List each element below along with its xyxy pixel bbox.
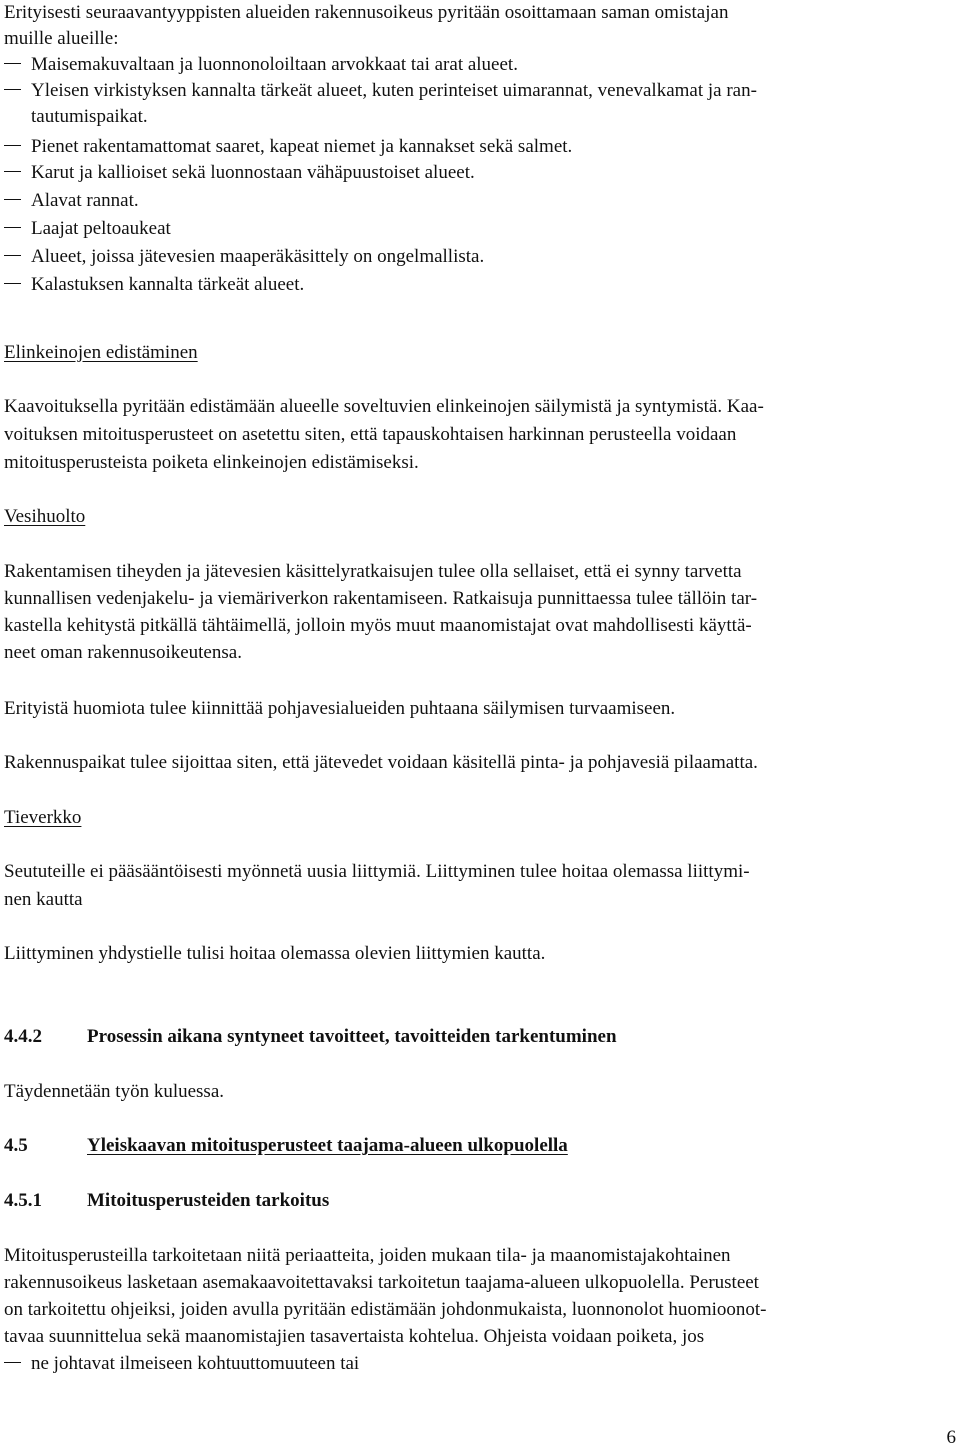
paragraph-line: Mitoitusperusteilla tarkoitetaan niitä periaatteita, joiden mukaan tila- ja maanomistajakohtainen bbox=[4, 1245, 731, 1266]
list-item bbox=[4, 52, 757, 78]
dash-bullet bbox=[4, 216, 31, 242]
section-heading-tieverkko: Tieverkko bbox=[4, 807, 82, 828]
paragraph-line: kastella kehitystä pitkällä tähtäimellä, jolloin myös muut maanomistajat ovat mahdollisesti käyttä- bbox=[4, 615, 752, 636]
list-item bbox=[4, 78, 757, 130]
section-title: Yleiskaavan mitoitusperusteet taajama-alueen ulkopuolella bbox=[87, 1135, 568, 1156]
list-item bbox=[4, 134, 757, 160]
list-item bbox=[4, 244, 757, 270]
dash-bullet bbox=[4, 244, 31, 270]
paragraph-line: on tarkoitettu ohjeiksi, joiden avulla pyritään edistämään johdonmukaista, luonnonolot huomioonot- bbox=[4, 1299, 767, 1320]
paragraph-line: neet oman rakennusoikeutensa. bbox=[4, 642, 242, 663]
dash-bullet bbox=[4, 52, 31, 78]
paragraph-line: Seututeille ei pääsääntöisesti myönnetä uusia liittymiä. Liittyminen tulee hoitaa olemassa liittymi- bbox=[4, 861, 750, 882]
section-title: Prosessin aikana syntyneet tavoitteet, tavoitteiden tarkentuminen bbox=[87, 1026, 617, 1047]
list-item bbox=[4, 188, 757, 214]
list-item bbox=[4, 160, 757, 186]
section-4-4-2-text: Täydennetään työn kuluessa. bbox=[4, 1081, 225, 1102]
list-item bbox=[4, 272, 757, 298]
paragraph-line: Kaavoituksella pyritään edistämään alueelle soveltuvien elinkeinojen säilymistä ja syntymistä. Kaa- bbox=[4, 396, 764, 417]
list-item-text: Kalastuksen kannalta tärkeät alueet. bbox=[31, 274, 305, 295]
dash-bullet bbox=[4, 160, 31, 186]
list-item-text: Pienet rakentamattomat saaret, kapeat niemet ja kannakset sekä salmet. bbox=[31, 136, 573, 157]
section-heading-4-5-1 bbox=[4, 1188, 329, 1214]
list-item-text: Maisemakuvaltaan ja luonnonoloiltaan arvokkaat tai arat alueet. bbox=[31, 54, 518, 75]
list-item bbox=[4, 216, 757, 242]
paragraph-line: voituksen mitoitusperusteet on asetettu siten, että tapauskohtaisen harkinnan perusteella voidaan bbox=[4, 424, 737, 445]
list-item-text: ne johtavat ilmeiseen kohtuuttomuuteen tai bbox=[31, 1353, 360, 1374]
dash-bullet bbox=[4, 272, 31, 298]
section-heading-4-5 bbox=[4, 1133, 568, 1159]
dash-bullet bbox=[4, 78, 31, 104]
list-item bbox=[4, 1351, 767, 1377]
section-4-5-1-paragraph bbox=[4, 1243, 767, 1377]
intro-line: muille alueille: bbox=[4, 28, 119, 49]
paragraph-line: rakennusoikeus lasketaan asemakaavoitettavaksi tarkoitetun taajama-alueen ulkopuolella. Perusteet bbox=[4, 1272, 759, 1293]
list-item-text: Laajat peltoaukeat bbox=[31, 218, 171, 239]
tieverkko-paragraph-2: Liittyminen yhdystielle tulisi hoitaa olemassa olevien liittymien kautta. bbox=[4, 943, 546, 964]
list-item-text: Alueet, joissa jätevesien maaperäkäsittely on ongelmallista. bbox=[31, 246, 485, 267]
section-title: Mitoitusperusteiden tarkoitus bbox=[87, 1190, 330, 1211]
section-number: 4.5.1 bbox=[4, 1190, 42, 1211]
paragraph-line: mitoitusperusteista poiketa elinkeinojen edistämiseksi. bbox=[4, 452, 419, 473]
paragraph-line: tavaa suunnittelua sekä maanomistajien tasavertaista kohtelua. Ohjeista voidaan poiketa, jos bbox=[4, 1326, 705, 1347]
list-item-text: tautumispaikat. bbox=[31, 106, 148, 127]
list-item-text: Karut ja kallioiset sekä luonnostaan vähäpuustoiset alueet. bbox=[31, 162, 475, 183]
list-item-text: Yleisen virkistyksen kannalta tärkeät alueet, kuten perinteiset uimarannat, venevalkamat ja ran- bbox=[31, 80, 757, 101]
vesihuolto-paragraph-2: Erityistä huomiota tulee kiinnittää pohjavesialueiden puhtaana säilymisen turvaamiseen. bbox=[4, 698, 676, 719]
elinkeino-paragraph bbox=[4, 394, 764, 476]
page-number: 6 bbox=[946, 1427, 956, 1448]
section-heading-elinkeino: Elinkeinojen edistäminen bbox=[4, 342, 198, 363]
intro-paragraph bbox=[4, 0, 728, 52]
section-number: 4.5 bbox=[4, 1135, 28, 1156]
intro-line: Erityisesti seuraavantyyppisten alueiden rakennusoikeus pyritään osoittamaan saman omistajan bbox=[4, 2, 729, 23]
section-heading-4-4-2 bbox=[4, 1024, 617, 1050]
tieverkko-paragraph bbox=[4, 859, 750, 913]
section-heading-vesihuolto: Vesihuolto bbox=[4, 506, 86, 527]
bullet-list bbox=[4, 52, 757, 298]
dash-bullet bbox=[4, 1351, 31, 1377]
paragraph-line: nen kautta bbox=[4, 889, 83, 910]
list-item-text: Alavat rannat. bbox=[31, 190, 139, 211]
section-number: 4.4.2 bbox=[4, 1026, 42, 1047]
vesihuolto-paragraph bbox=[4, 559, 757, 666]
paragraph-line: kunnallisen vedenjakelu- ja viemäriverkon rakentamiseen. Ratkaisuja punnittaessa tulee tällöin tar- bbox=[4, 588, 758, 609]
dash-bullet bbox=[4, 188, 31, 214]
vesihuolto-paragraph-3: Rakennuspaikat tulee sijoittaa siten, että jätevedet voidaan käsitellä pinta- ja pohjavesiä pilaamatta. bbox=[4, 752, 758, 773]
dash-bullet bbox=[4, 134, 31, 160]
paragraph-line: Rakentamisen tiheyden ja jätevesien käsittelyratkaisujen tulee olla sellaiset, että ei synny tarvetta bbox=[4, 561, 742, 582]
